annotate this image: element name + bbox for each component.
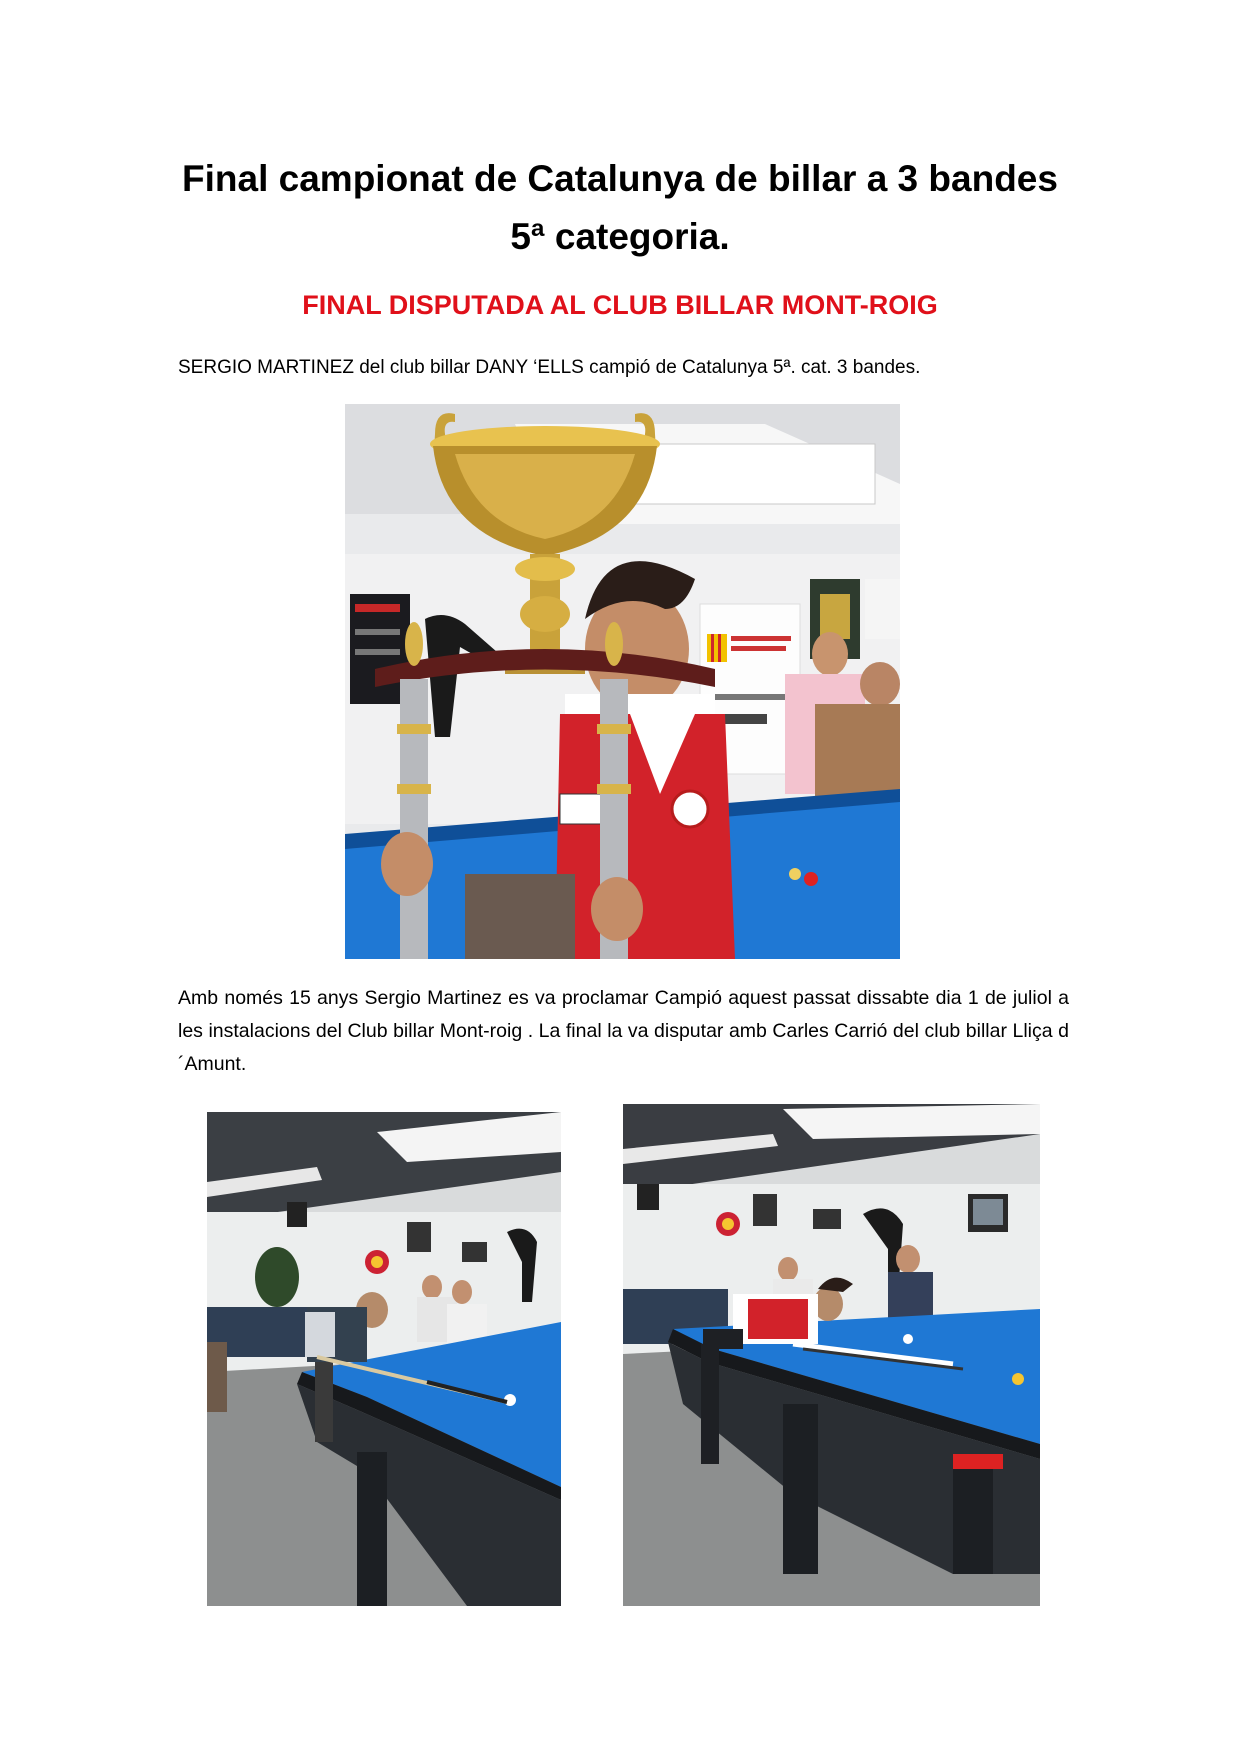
title-line-2: 5ª categoria. [510, 216, 730, 257]
page-title [150, 150, 1090, 266]
billiard-player-photo-left [207, 1112, 561, 1606]
intro-paragraph: SERGIO MARTINEZ del club billar DANY ‘ELLS campió de Catalunya 5ª. cat. 3 bandes. [178, 357, 921, 378]
title-line-1: Final campionat de Catalunya de billar a 3 bandes [182, 158, 1058, 199]
trophy-photo [345, 404, 900, 959]
billiard-player-photo-right [623, 1104, 1040, 1606]
page-subtitle: FINAL DISPUTADA AL CLUB BILLAR MONT-ROIG [302, 290, 938, 320]
body-paragraph: Amb només 15 anys Sergio Martinez es va proclamar Campió aquest passat dissabte dia 1 de juliol a les instalacions del Club billar Mont-roig . La final la va disputar amb Carles Carrió del club billar Lliça d´Amunt. [178, 987, 1069, 1075]
